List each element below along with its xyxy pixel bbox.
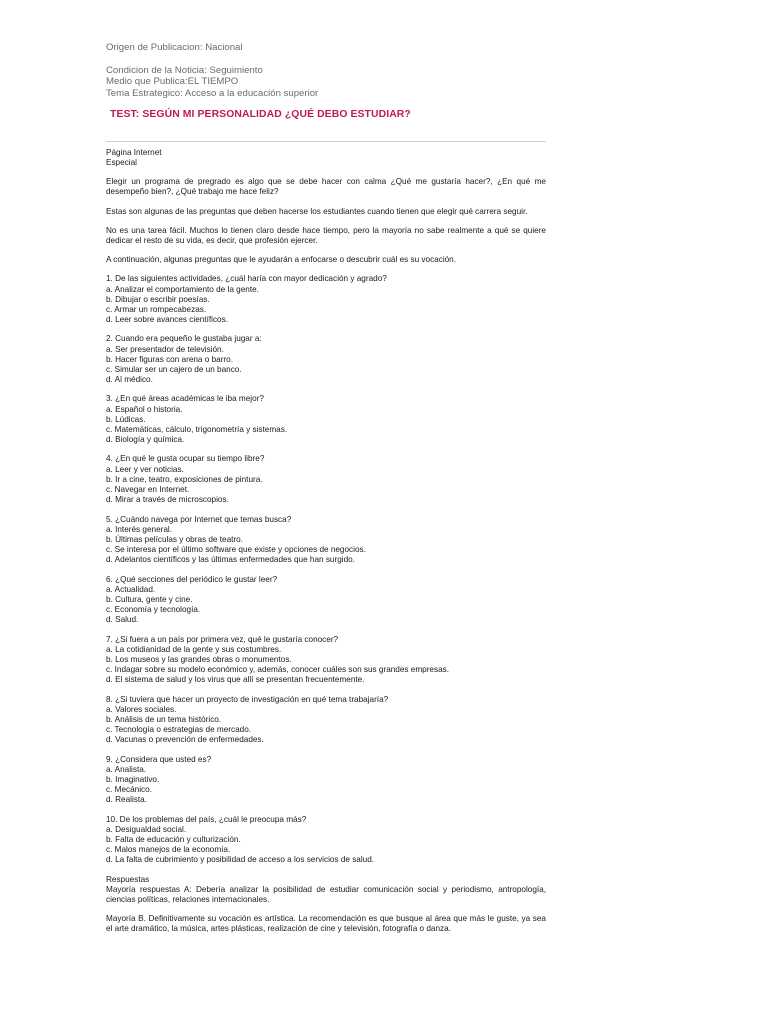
answer-b-paragraph: Mayoría B. Definitivamente su vocación es artística. La recomendación es que busque al área que más le guste, ya sea el arte dramático, la música, artes plásticas, realización de cine y televisión, fotografía o danza. <box>106 914 546 934</box>
article-title: TEST: SEGÚN MI PERSONALIDAD ¿QUÉ DEBO ESTUDIAR? <box>110 108 411 120</box>
answer-option: d. Vacunas o prevención de enfermedades. <box>106 735 264 745</box>
source-line-1: Página Internet <box>106 147 162 157</box>
question-block <box>106 755 546 806</box>
question-block <box>106 515 546 566</box>
answer-option: c. Economía y tecnología. <box>106 605 201 615</box>
answer-option: c. Armar un rompecabezas. <box>106 305 207 315</box>
answer-option: a. Valores sociales. <box>106 704 177 714</box>
answer-option: a. Interés general. <box>106 524 172 534</box>
question-block <box>106 274 546 325</box>
answer-option: c. Indagar sobre su modelo económico y, además, conocer cuáles son sus grandes empresas. <box>106 665 449 675</box>
answer-option: a. Ser presentador de televisión. <box>106 344 224 354</box>
answer-option: d. La falta de cubrimiento y posibilidad de acceso a los servicios de salud. <box>106 855 375 865</box>
answer-option: a. Leer y ver noticias. <box>106 464 184 474</box>
answer-option: d. Realista. <box>106 795 147 805</box>
question-block <box>106 575 546 626</box>
answer-option: d. El sistema de salud y los virus que allí se presentan frecuentemente. <box>106 675 365 685</box>
source-info <box>106 148 546 168</box>
question-text: 4. ¿En qué le gusta ocupar su tiempo libre? <box>106 454 265 464</box>
answer-option: b. Lúdicas. <box>106 414 146 424</box>
answer-option: d. Biología y química. <box>106 435 185 445</box>
question-block <box>106 334 546 385</box>
question-text: 2. Cuando era pequeño le gustaba jugar a: <box>106 334 262 344</box>
source-line-2: Especial <box>106 158 137 168</box>
metadata-block <box>106 65 546 99</box>
question-block <box>106 815 546 866</box>
answers-section <box>106 875 546 935</box>
question-text: 9. ¿Considera que usted es? <box>106 754 212 764</box>
answers-heading: Respuestas <box>106 874 150 884</box>
answer-option: a. Desigualdad social. <box>106 824 187 834</box>
question-block <box>106 635 546 686</box>
question-text: 5. ¿Cuándo navega por Internet que temas busca? <box>106 514 292 524</box>
answer-option: d. Leer sobre avances científicos. <box>106 315 228 325</box>
document-page <box>106 42 546 944</box>
answer-option: c. Mecánico. <box>106 785 152 795</box>
answer-option: c. Navegar en Internet. <box>106 485 190 495</box>
question-text: 7. ¿Si fuera a un país por primera vez, qué le gustaría conocer? <box>106 634 339 644</box>
question-block <box>106 695 546 746</box>
answer-option: c. Tecnología o estrategias de mercado. <box>106 725 252 735</box>
question-block <box>106 394 546 445</box>
answer-option: b. Dibujar o escribir poesías. <box>106 294 210 304</box>
answer-option: b. Imaginativo. <box>106 774 160 784</box>
question-text: 6. ¿Qué secciones del periódico le gustar leer? <box>106 574 278 584</box>
question-block <box>106 454 546 505</box>
answer-option: c. Se interesa por el último software que existe y opciones de negocios. <box>106 545 366 555</box>
answer-option: b. Los museos y las grandes obras o monumentos. <box>106 654 292 664</box>
answer-option: b. Análisis de un tema histórico. <box>106 714 222 724</box>
answer-option: b. Hacer figuras con arena o barro. <box>106 354 233 364</box>
article-body <box>106 148 546 935</box>
question-text: 1. De las siguientes actividades, ¿cuál haría con mayor dedicación y agrado? <box>106 274 387 284</box>
answer-option: d. Mirar a través de microscopios. <box>106 495 229 505</box>
answer-option: a. Actualidad. <box>106 584 156 594</box>
answer-option: d. Salud. <box>106 615 139 625</box>
answer-a-paragraph: Mayoría respuestas A: Debería analizar la posibilidad de estudiar comunicación social y periodismo, antropología, ciencias políticas, relaciones internacionales. <box>106 884 546 904</box>
answer-option: a. La cotidianidad de la gente y sus costumbres. <box>106 644 282 654</box>
intro-paragraph: Estas son algunas de las preguntas que deben hacerse los estudiantes cuando tienen que elegir qué carrera seguir. <box>106 206 528 216</box>
title-divider <box>106 141 546 142</box>
intro-paragraph: A continuación, algunas preguntas que le ayudarán a enfocarse o descubrir cuál es su vocación. <box>106 255 457 265</box>
answer-option: b. Ir a cine, teatro, exposiciones de pintura. <box>106 474 263 484</box>
origin-line: Origen de Publicacion: Nacional <box>106 42 243 53</box>
answer-option: c. Matemáticas, cálculo, trigonometría y sistemas. <box>106 425 288 435</box>
strategic-topic: Tema Estrategico: Acceso a la educación superior <box>106 87 319 99</box>
answer-option: b. Cultura, gente y cine. <box>106 594 193 604</box>
answer-option: c. Simular ser un cajero de un banco. <box>106 365 242 375</box>
answer-option: d. Al médico. <box>106 375 153 385</box>
question-text: 10. De los problemas del país, ¿cuál le preocupa más? <box>106 814 307 824</box>
answer-option: c. Malos manejos de la economía. <box>106 845 231 855</box>
intro-paragraph: Elegir un programa de pregrado es algo que se debe hacer con calma ¿Qué me gustaría hacer?, ¿En qué me desempeño bien?, ¿Qué trabajo me hace feliz? <box>106 177 546 197</box>
answer-option: b. Falta de educación y culturización. <box>106 834 241 844</box>
question-text: 3. ¿En qué áreas académicas le iba mejor? <box>106 394 264 404</box>
answer-option: a. Analizar el comportamiento de la gente. <box>106 284 259 294</box>
answer-option: b. Últimas películas y obras de teatro. <box>106 534 243 544</box>
question-text: 8. ¿Si tuviera que hacer un proyecto de investigación en qué tema trabajaría? <box>106 694 389 704</box>
answer-option: d. Adelantos científicos y las últimas enfermedades que han surgido. <box>106 555 355 565</box>
news-condition: Condicion de la Noticia: Seguimiento <box>106 65 263 77</box>
intro-paragraph: No es una tarea fácil. Muchos lo tienen claro desde hace tiempo, pero la mayoría no sabe realmente a qué se quiere dedicar el resto de su vida, es decir, que profesión ejercer. <box>106 225 546 246</box>
question-list <box>106 274 546 865</box>
publishing-medium: Medio que Publica:EL TIEMPO <box>106 76 239 88</box>
answer-option: a. Analista. <box>106 764 147 774</box>
answer-option: a. Español o historia. <box>106 404 183 414</box>
